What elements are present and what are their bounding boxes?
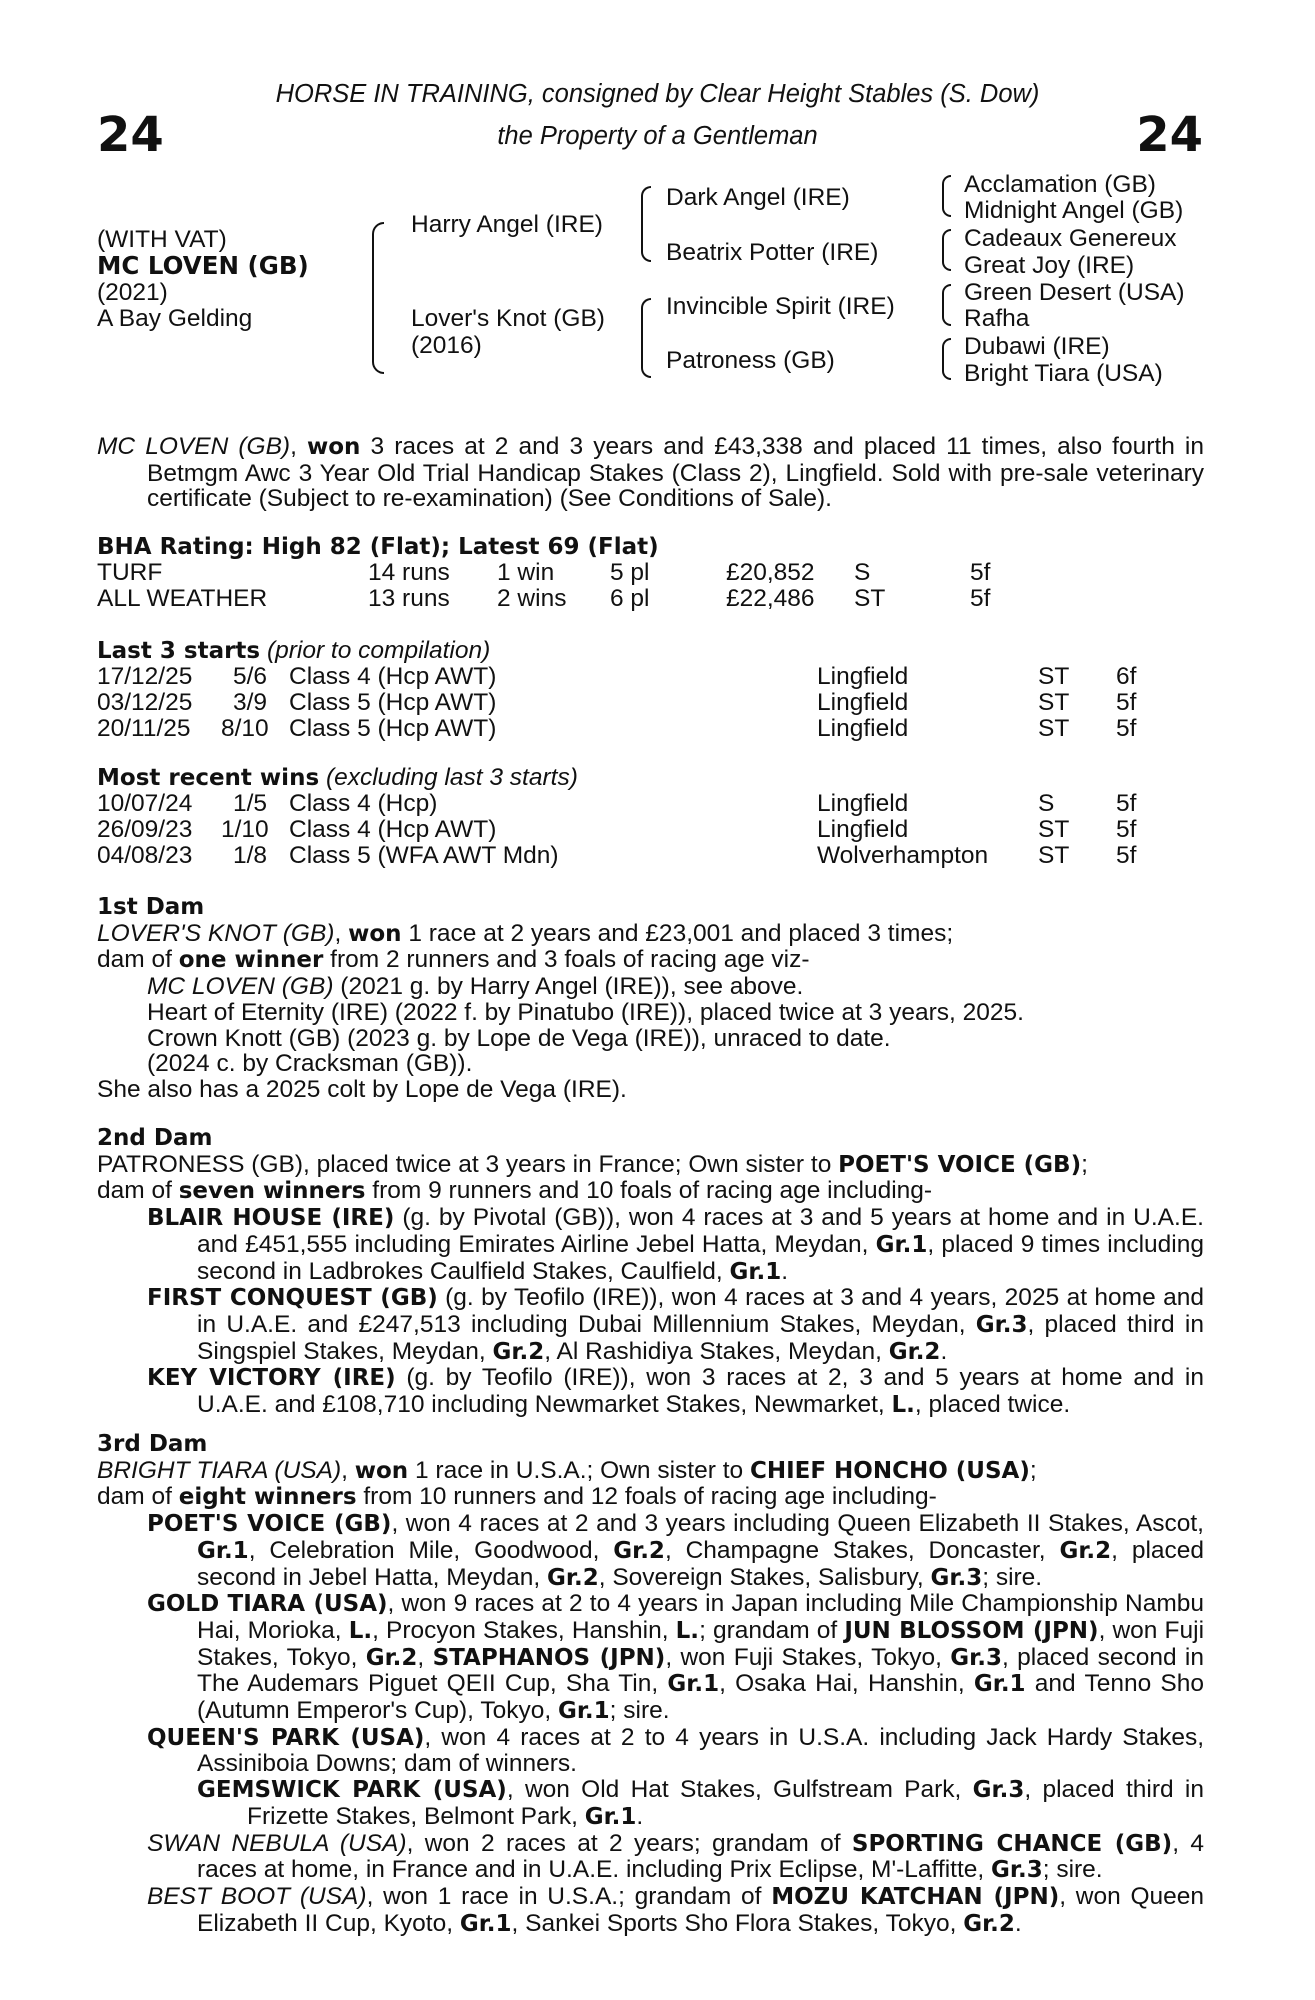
win-course: Lingfield (817, 790, 909, 817)
third-dam-won: won (354, 1457, 409, 1484)
start-pos: 5/6 (233, 663, 268, 690)
progeny-entry: KEY VICTORY (IRE) (g. by Teofilo (IRE)), won 3 races at 2, 3 and 5 years at home and in U.A.E. and £108,710 including Newmarket Stakes, Newmarket, L., placed twice. (147, 1364, 1204, 1419)
win-pos: 1/8 (233, 842, 268, 869)
summary-name: MC LOVEN (GB) (97, 433, 291, 460)
last-start-row (97, 690, 1207, 716)
win-pos: 1/10 (221, 816, 269, 843)
rating-row-aw (97, 586, 1207, 612)
start-date: 17/12/25 (97, 663, 193, 690)
brace-gen3-3 (942, 284, 951, 326)
start-going: ST (1038, 689, 1070, 716)
win-date: 26/09/23 (97, 816, 193, 843)
progeny-entry: FIRST CONQUEST (GB) (g. by Teofilo (IRE)), won 4 races at 3 and 4 years, 2025 at home and in U.A.E. and £247,513 including Dubai Millennium Stakes, Meydan, Gr.3, placed third in Singspiel Stakes, Meydan, Gr.2, Al Rashidiya Stakes, Meydan, Gr.2. (147, 1284, 1205, 1365)
start-going: ST (1038, 663, 1070, 690)
foal-3: Crown Knott (GB) (2023 g. by Lope de Vega (IRE)), unraced to date. (147, 1024, 891, 1052)
start-date: 20/11/25 (97, 715, 191, 742)
lot-number-left: 24 (97, 107, 164, 163)
start-date: 03/12/25 (97, 689, 193, 716)
progeny-name: SWAN NEBULA (USA) (147, 1829, 407, 1857)
pedigree-ggp-1: Acclamation (GB) (964, 171, 1156, 198)
rating-dist: 5f (970, 585, 991, 612)
third-dam-sister: CHIEF HONCHO (USA) (749, 1457, 1030, 1484)
start-course: Lingfield (817, 689, 909, 716)
start-pos: 8/10 (221, 715, 269, 742)
win-class: Class 4 (Hcp AWT) (289, 816, 497, 843)
start-dist: 6f (1116, 663, 1137, 690)
second-dam-title: 2nd Dam (97, 1125, 213, 1151)
second-dam-intro2: ; (1081, 1150, 1088, 1178)
property-line: the Property of a Gentleman (497, 122, 818, 150)
last-starts-label: Last 3 starts (97, 638, 261, 664)
second-dam-dam-of: dam of (97, 1177, 179, 1205)
progeny-name: POET'S VOICE (GB) (147, 1511, 392, 1538)
win-course: Lingfield (817, 816, 909, 843)
start-dist: 5f (1116, 689, 1137, 716)
first-dam-dam-of: dam of (97, 946, 179, 974)
first-dam-title: 1st Dam (97, 894, 205, 920)
rating-row-turf (97, 560, 1207, 586)
recent-wins-label: Most recent wins (97, 765, 320, 791)
first-dam-section: 1st Dam LOVER'S KNOT (GB), won 1 race at 2 years and £23,001 and placed 3 times; dam of one winner from 2 runners and 3 foals of racing age viz- MC LOVEN (GB) (2021 g. by Harry Angel (IRE)), see above. Heart of Eternity (IRE) (2022 f. by Pinatubo (IRE)), placed twice at 3 years, 2025. Crown Knott (GB) (2023 g. by Lope de Vega (IRE)), unraced to date. (2024 c. by Cracksman (GB)). She also has a 2025 colt by Lope de Vega (IRE). (97, 894, 1204, 1103)
third-dam-winners: eight winners (178, 1484, 357, 1511)
second-dam-section (97, 1125, 1204, 1419)
progeny-name: KEY VICTORY (IRE) (147, 1365, 396, 1392)
rating-runs: 14 runs (368, 559, 450, 586)
progeny-name: GOLD TIARA (USA) (147, 1591, 388, 1618)
rating-placed: 6 pl (610, 585, 650, 612)
rating-wins: 1 win (497, 559, 555, 586)
pedigree-dam-year: (2016) (411, 332, 482, 359)
brace-gen3-1 (942, 175, 951, 217)
progeny-entry: QUEEN'S PARK (USA), won 4 races at 2 to 4 years in U.S.A. including Jack Hardy Stakes, Assiniboia Downs; dam of winners. (147, 1723, 1205, 1778)
brace-gen3-4 (942, 338, 951, 380)
second-dam-intro1: PATRONESS (GB), placed twice at 3 years in France; Own sister to (97, 1150, 839, 1178)
last-start-row (97, 716, 1207, 742)
win-class: Class 5 (WFA AWT Mdn) (289, 842, 559, 869)
win-going: S (1038, 790, 1055, 817)
win-going: ST (1038, 816, 1070, 843)
foal-1-name: MC LOVEN (GB) (147, 973, 334, 1001)
rating-earnings: £20,852 (726, 559, 815, 586)
foal-1-text: (2021 g. by Harry Angel (IRE)), see above. (333, 973, 804, 1001)
rating-earnings: £22,486 (726, 585, 815, 612)
progeny-entry: GOLD TIARA (USA), won 9 races at 2 to 4 years in Japan including Mile Championship Nambu Hai, Morioka, L., Procyon Stakes, Hanshin, L.; grandam of JUN BLOSSOM (JPN), won Fuji Stakes, Tokyo, Gr.2, STAPHANOS (JPN), won Fuji Stakes, Tokyo, Gr.3, placed second in The Audemars Piguet QEII Cup, Sha Tin, Gr.1, Osaka Hai, Hanshin, Gr.1 and Tenno Sho (Autumn Emperor's Cup), Tokyo, Gr.1; sire. (147, 1590, 1205, 1725)
win-going: ST (1038, 842, 1070, 869)
start-course: Lingfield (817, 663, 909, 690)
pedigree-ggp-3: Cadeaux Genereux (964, 225, 1177, 252)
first-dam-closing: She also has a 2025 colt by Lope de Vega (IRE). (97, 1075, 627, 1103)
pedigree-dam: Lover's Knot (GB) (411, 305, 605, 332)
rating-placed: 5 pl (610, 559, 650, 586)
first-dam-name: LOVER'S KNOT (GB) (97, 919, 335, 947)
foal-4: (2024 c. by Cracksman (GB)). (147, 1050, 473, 1078)
rating-wins: 2 wins (497, 585, 567, 612)
recent-wins-note: (excluding last 3 starts) (325, 764, 578, 791)
lot-number-right: 24 (1136, 107, 1203, 163)
first-dam-won: won (348, 920, 402, 947)
third-dam-name: BRIGHT TIARA (USA) (97, 1456, 342, 1484)
second-dam-intro3: from 9 runners and 10 foals of racing age including- (365, 1177, 933, 1205)
pedigree-gp-4: Patroness (GB) (666, 347, 835, 374)
last-start-row (97, 664, 1207, 690)
win-date: 04/08/23 (97, 842, 193, 869)
recent-win-row (97, 791, 1207, 817)
first-dam-text2: from 2 runners and 3 foals of racing age viz- (323, 946, 810, 974)
progeny-entry: SWAN NEBULA (USA), won 2 races at 2 years; grandam of SPORTING CHANCE (GB), 4 races at home, in France and in U.A.E. including Prix Eclipse, M'-Laffitte, Gr.3; sire. (147, 1829, 1204, 1884)
progeny-name: BEST BOOT (USA) (147, 1882, 367, 1910)
last-starts-note: (prior to compilation) (266, 637, 491, 664)
pedigree-gp-1: Dark Angel (IRE) (666, 184, 850, 211)
race-summary: MC LOVEN (GB), won 3 races at 2 and 3 years and £43,338 and placed 11 times, also fourth in Betmgm Awc 3 Year Old Trial Handicap Stakes (Class 2), Lingfield. Sold with pre-sale veterinary certificate (Subject to re-examination) (See Conditions of Sale). (97, 433, 1204, 513)
horse-year: (2021) (97, 279, 168, 306)
win-date: 10/07/24 (97, 790, 193, 817)
second-dam-winners: seven winners (178, 1178, 366, 1205)
rating-dist: 5f (970, 559, 991, 586)
progeny-name: BLAIR HOUSE (IRE) (147, 1205, 395, 1232)
first-dam-winners: one winner (178, 947, 324, 974)
start-course: Lingfield (817, 715, 909, 742)
pedigree-ggp-5: Green Desert (USA) (964, 279, 1185, 306)
summary-won: won (307, 434, 361, 460)
pedigree-sire: Harry Angel (IRE) (411, 211, 603, 238)
pedigree-ggp-6: Rafha (964, 305, 1030, 332)
win-course: Wolverhampton (817, 842, 989, 869)
brace-gen3-2 (942, 229, 951, 271)
first-dam-text1: 1 race at 2 years and £23,001 and placed 3 times; (401, 919, 954, 947)
brace-gen2-sire (641, 186, 651, 262)
rating-going: S (854, 559, 871, 586)
pedigree-ggp-4: Great Joy (IRE) (964, 252, 1135, 279)
rating-surface: ALL WEATHER (97, 585, 268, 612)
pedigree-gp-3: Invincible Spirit (IRE) (666, 293, 895, 320)
recent-wins-title (97, 765, 1207, 792)
summary-text: 3 races at 2 and 3 years and £43,338 and placed 11 times, also fourth in Betmgm Awc 3 Year Old Trial Handicap Stakes (Class 2), Lingfield. Sold with pre-sale veterinary certificate (Subject to re-examination) (See Conditions of Sale). (147, 433, 1204, 513)
horse-name: MC LOVEN (GB) (97, 251, 309, 280)
win-dist: 5f (1116, 842, 1137, 869)
start-class: Class 5 (Hcp AWT) (289, 689, 497, 716)
brace-gen2-dam (641, 298, 651, 378)
progeny-entry: GEMSWICK PARK (USA), won Old Hat Stakes, Gulfstream Park, Gr.3, placed third in Frizette Stakes, Belmont Park, Gr.1. (197, 1776, 1204, 1830)
consignor-line: HORSE IN TRAINING, consigned by Clear Height Stables (S. Dow) (275, 80, 1040, 108)
bha-rating-text: BHA Rating: High 82 (Flat); Latest 69 (Flat) (97, 534, 659, 560)
brace-gen1 (372, 222, 384, 374)
start-pos: 3/9 (233, 689, 268, 716)
rating-going: ST (854, 585, 886, 612)
win-dist: 5f (1116, 816, 1137, 843)
second-dam-sister: POET'S VOICE (GB) (838, 1151, 1082, 1178)
pedigree-ggp-8: Bright Tiara (USA) (964, 360, 1163, 387)
progeny-name: GEMSWICK PARK (USA) (197, 1777, 507, 1804)
foal-2: Heart of Eternity (IRE) (2022 f. by Pinatubo (IRE)), placed twice at 3 years, 2025. (147, 998, 1024, 1026)
progeny-name: QUEEN'S PARK (USA) (147, 1724, 425, 1751)
pedigree-gp-2: Beatrix Potter (IRE) (666, 239, 879, 266)
pedigree-ggp-2: Midnight Angel (GB) (964, 197, 1184, 224)
start-class: Class 4 (Hcp AWT) (289, 663, 497, 690)
third-dam-section: 3rd Dam BRIGHT TIARA (USA), won 1 race in U.S.A.; Own sister to CHIEF HONCHO (USA); dam of eight winners from 10 runners and 12 foals of racing age including- POET'S VOICE (GB), won 4 races at 2 and 3 years including Queen Elizabeth II Stakes, Ascot, Gr.1, Celebration Mile, Goodwood, Gr.2, Champagne Stakes, Doncaster, Gr.2, placed second in Jebel Hatta, Meydan, Gr.2, Sovereign Stakes, Salisbury, Gr.3; sire. GOLD TIARA (USA), won 9 races at 2 to 4 years in Japan including Mile Championship Nambu Hai, Morioka, L., Procyon Stakes, Hanshin, L.; grandam of JUN BLOSSOM (JPN), won Fuji Stakes, Tokyo, Gr.2, STAPHANOS (JPN), won Fuji Stakes, Tokyo, Gr.3, placed second in The Audemars Piguet QEII Cup, Sha Tin, Gr.1, Osaka Hai, Hanshin, Gr.1 and Tenno Sho (Autumn Emperor's Cup), Tokyo, Gr.1; sire. QUEEN'S PARK (USA), won 4 races at 2 to 4 years in U.S.A. including Jack Hardy Stakes, Assiniboia Downs; dam of winners. GEMSWICK PARK (USA), won Old Hat Stakes, Gulfstream Park, Gr.3, placed third in Frizette Stakes, Belmont Park, Gr.1. SWAN NEBULA (USA), won 2 races at 2 years; grandam of SPORTING CHANCE (GB), 4 races at home, in France and in U.A.E. including Prix Eclipse, M'-Laffitte, Gr.3; sire. BEST BOOT (USA), won 1 race in U.S.A.; grandam of MOZU KATCHAN (JPN), won Queen Elizabeth II Cup, Kyoto, Gr.1, Sankei Sports Sho Flora Stakes, Tokyo, Gr.2. (97, 1431, 1205, 1937)
win-pos: 1/5 (233, 790, 268, 817)
progeny-entry: POET'S VOICE (GB), won 4 races at 2 and 3 years including Queen Elizabeth II Stakes, Ascot, Gr.1, Celebration Mile, Goodwood, Gr.2, Champagne Stakes, Doncaster, Gr.2, placed second in Jebel Hatta, Meydan, Gr.2, Sovereign Stakes, Salisbury, Gr.3; sire. (147, 1510, 1205, 1591)
progeny-name: FIRST CONQUEST (GB) (147, 1285, 438, 1312)
pedigree-ggp-7: Dubawi (IRE) (964, 333, 1110, 360)
start-class: Class 5 (Hcp AWT) (289, 715, 497, 742)
progeny-entry: BEST BOOT (USA), won 1 race in U.S.A.; grandam of MOZU KATCHAN (JPN), won Queen Elizabeth II Cup, Kyoto, Gr.1, Sankei Sports Sho Flora Stakes, Tokyo, Gr.2. (147, 1882, 1205, 1937)
third-dam-title: 3rd Dam (97, 1431, 208, 1457)
horse-vat: (WITH VAT) (97, 226, 227, 253)
win-dist: 5f (1116, 790, 1137, 817)
bha-rating-title (97, 534, 1207, 561)
rating-runs: 13 runs (368, 585, 450, 612)
recent-win-row (97, 817, 1207, 843)
progeny-entry: BLAIR HOUSE (IRE) (g. by Pivotal (GB)), won 4 races at 3 and 5 years at home and in U.A.E. and £451,555 including Emirates Airline Jebel Hatta, Meydan, Gr.1, placed 9 times including second in Ladbrokes Caulfield Stakes, Caulfield, Gr.1. (147, 1204, 1204, 1285)
recent-win-row (97, 843, 1207, 869)
horse-description: A Bay Gelding (97, 305, 253, 332)
rating-surface: TURF (97, 559, 163, 586)
win-class: Class 4 (Hcp) (289, 790, 438, 817)
start-going: ST (1038, 715, 1070, 742)
start-dist: 5f (1116, 715, 1137, 742)
last-starts-title (97, 638, 1207, 665)
